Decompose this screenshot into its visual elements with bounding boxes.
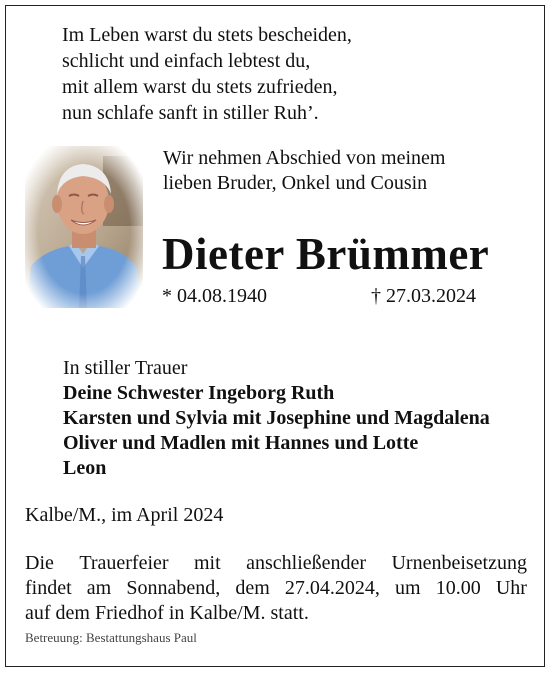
- birth-date: * 04.08.1940: [162, 285, 267, 307]
- mourner-line: Leon: [63, 457, 107, 479]
- service-word: findet: [25, 577, 72, 599]
- intro-line: lieben Bruder, Onkel und Cousin: [163, 172, 428, 194]
- obituary-notice: [5, 5, 545, 667]
- service-word: 27.04.2024,: [284, 577, 380, 599]
- place-and-date: Kalbe/M., im April 2024: [25, 504, 224, 526]
- service-word: mit: [193, 552, 221, 574]
- service-word: am: [86, 577, 112, 599]
- intro-line: Wir nehmen Abschied von meinem: [163, 147, 446, 169]
- portrait-illustration: [25, 146, 143, 308]
- service-word: um: [395, 577, 421, 599]
- service-word: Urnenbeisetzung: [391, 552, 527, 574]
- poem-line: mit allem warst du stets zufrieden,: [62, 76, 338, 98]
- service-word: 10.00: [435, 577, 481, 599]
- service-line-2: [25, 576, 527, 601]
- mourner-line: Oliver und Madlen mit Hannes und Lotte: [63, 432, 419, 454]
- mourner-line: Karsten und Sylvia mit Josephine und Magdalena: [63, 407, 490, 429]
- poem-line: schlicht und einfach lebtest du,: [62, 50, 311, 72]
- portrait-photo: [25, 146, 143, 308]
- service-word: dem: [235, 577, 270, 599]
- poem: [62, 22, 352, 126]
- service-word: Sonnabend,: [126, 577, 221, 599]
- mourning-intro: In stiller Trauer: [63, 357, 188, 379]
- service-word: anschließender: [246, 552, 367, 574]
- service-word: Die: [25, 552, 54, 574]
- farewell-intro: [163, 146, 445, 196]
- mourners-block: [63, 356, 490, 481]
- service-word: Trauerfeier: [79, 552, 169, 574]
- deceased-name: Dieter Brümmer: [162, 229, 490, 279]
- poem-line: Im Leben warst du stets bescheiden,: [62, 24, 352, 46]
- service-info: [25, 551, 527, 626]
- service-line-3: auf dem Friedhof in Kalbe/M. statt.: [25, 602, 309, 624]
- poem-line: nun schlafe sanft in stiller Ruh’.: [62, 102, 319, 124]
- funeral-home-credit: Betreuung: Bestattungshaus Paul: [25, 630, 197, 645]
- death-date: † 27.03.2024: [371, 285, 476, 307]
- service-line-1: [25, 551, 527, 576]
- service-word: Uhr: [495, 577, 527, 599]
- mourner-line: Deine Schwester Ingeborg Ruth: [63, 382, 335, 404]
